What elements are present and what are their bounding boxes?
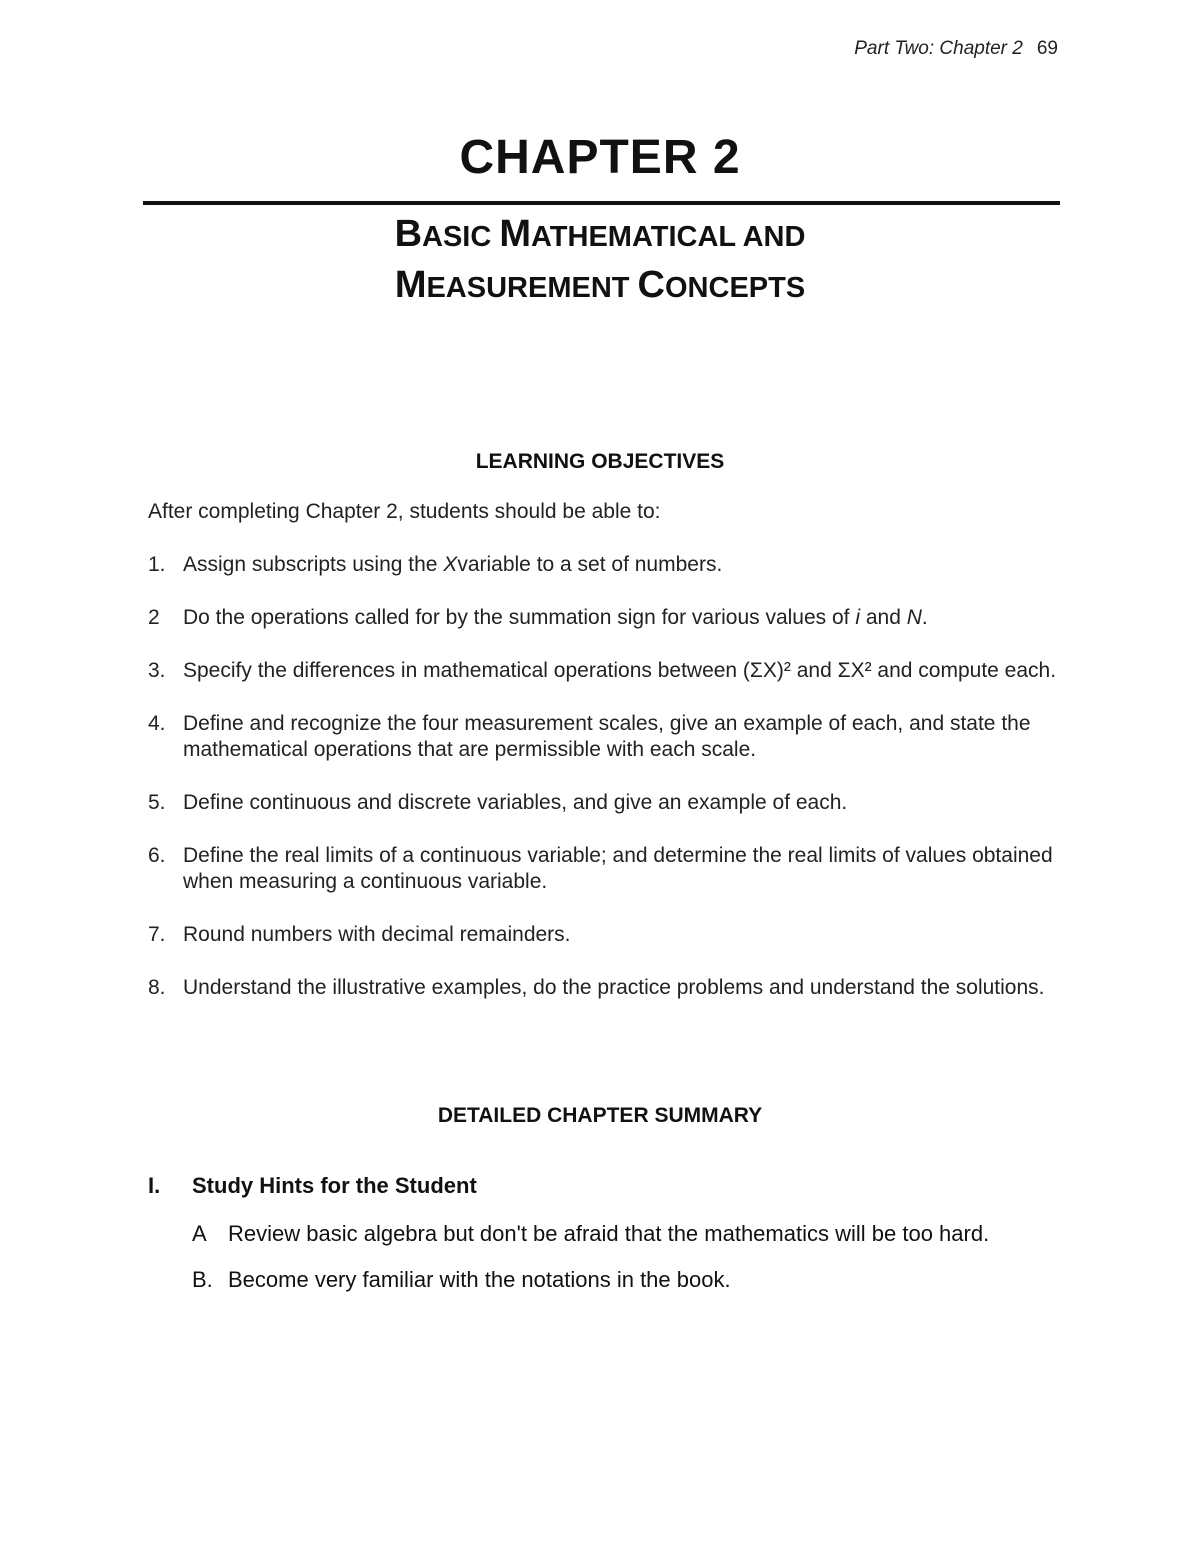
subtitle-line-2 (0, 261, 1200, 312)
item-text: Define continuous and discrete variables, and give an example of each. (183, 791, 848, 814)
item-text: Do the operations called for by the summation sign for various values of i and N. (183, 606, 928, 629)
list-item (192, 1266, 1092, 1294)
page-number: 69 (1036, 38, 1058, 59)
list-item (148, 711, 1068, 763)
subtitle-smallcaps: ONCEPTS (665, 272, 806, 304)
subtitle-initial: B (394, 213, 423, 255)
item-letter: B. (192, 1267, 213, 1292)
item-number: 6. (148, 844, 166, 867)
item-number: 3. (148, 659, 166, 682)
running-header (854, 38, 1058, 60)
item-text: Review basic algebra but don't be afraid that the mathematics will be too hard. (228, 1221, 990, 1246)
item-text: Become very familiar with the notations in the book. (228, 1267, 731, 1292)
learning-objectives-heading: LEARNING OBJECTIVES (475, 450, 725, 473)
item-letter: A (192, 1221, 207, 1246)
outline-section-heading (148, 1173, 477, 1199)
objectives-intro: After completing Chapter 2, students should be able to: (148, 500, 661, 523)
chapter-subtitle (0, 210, 1200, 312)
item-number: 4. (148, 712, 166, 735)
study-hints-list (192, 1220, 1092, 1312)
list-item (148, 975, 1068, 1001)
list-item (148, 843, 1068, 895)
section-numeral: I. (148, 1173, 161, 1198)
title-rule (143, 201, 1060, 205)
list-item (148, 922, 1068, 948)
subtitle-smallcaps: ASIC (422, 221, 500, 253)
item-number: 5. (148, 791, 166, 814)
list-item (148, 790, 1068, 816)
section-title: Study Hints for the Student (192, 1173, 477, 1198)
subtitle-initial: M (394, 264, 427, 306)
item-text: Define and recognize the four measurement scales, give an example of each, and state the mathematical operations that are permissible with each scale. (183, 712, 1031, 761)
item-text: Assign subscripts using the Xvariable to a set of numbers. (183, 553, 723, 576)
item-number: 1. (148, 553, 166, 576)
item-number: 7. (148, 923, 166, 946)
subtitle-line-1 (0, 210, 1200, 261)
item-text: Define the real limits of a continuous variable; and determine the real limits of values obtained when measuring a continuous variable. (183, 844, 1053, 893)
list-item (148, 605, 1068, 631)
chapter-summary-heading: DETAILED CHAPTER SUMMARY (437, 1104, 763, 1127)
list-item (192, 1220, 1092, 1248)
running-title: Part Two: Chapter 2 (854, 38, 1023, 59)
item-number: 2 (148, 606, 160, 629)
item-text: Round numbers with decimal remainders. (183, 923, 571, 946)
subtitle-initial: M (499, 213, 532, 255)
subtitle-initial: C (637, 264, 665, 306)
subtitle-smallcaps: EASUREMENT (426, 272, 638, 304)
objectives-list (148, 552, 1068, 1028)
list-item (148, 658, 1068, 684)
item-text: Understand the illustrative examples, do the practice problems and understand the solutions. (183, 976, 1045, 999)
subtitle-smallcaps: ATHEMATICAL AND (531, 221, 806, 253)
item-number: 8. (148, 976, 166, 999)
item-text: Specify the differences in mathematical operations between (ΣX)² and ΣX² and compute each. (183, 659, 1057, 682)
chapter-title: CHAPTER 2 (459, 131, 741, 184)
list-item (148, 552, 1068, 578)
